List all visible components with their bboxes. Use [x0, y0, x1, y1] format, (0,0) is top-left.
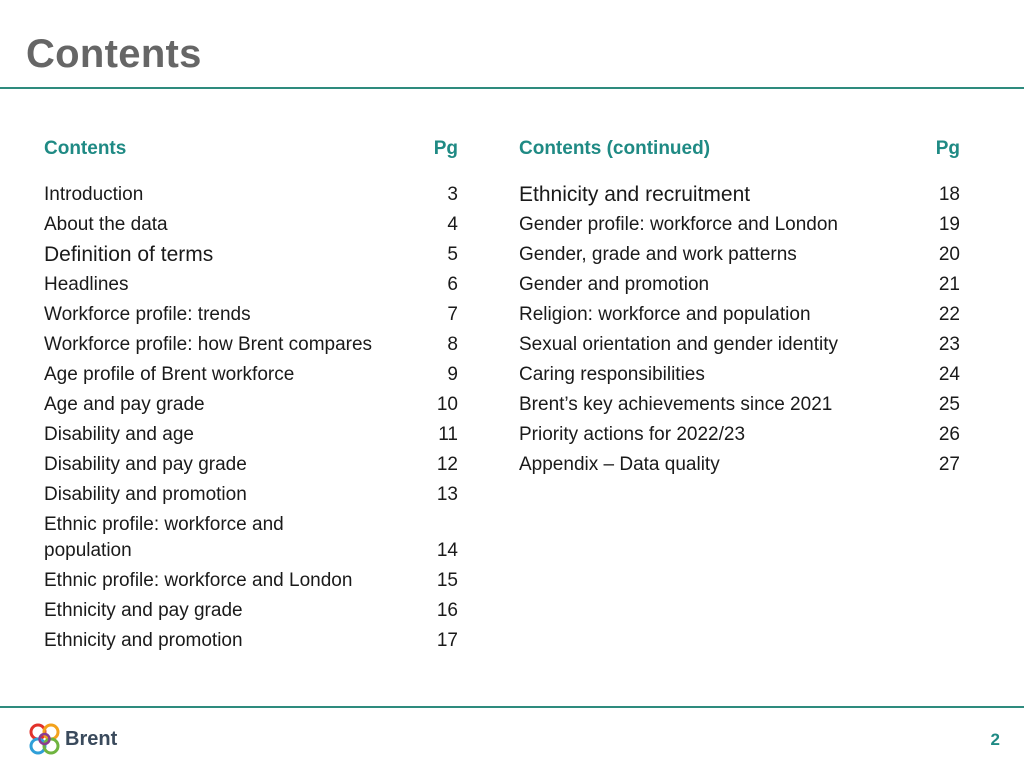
- page-number: 2: [990, 730, 1000, 749]
- toc-entry-label: Caring responsibilities: [519, 364, 705, 385]
- contents-header-left: [44, 138, 458, 162]
- toc-entry[interactable]: [44, 598, 458, 624]
- toc-entry[interactable]: [44, 512, 458, 564]
- toc-entry-page: 7: [447, 304, 458, 325]
- toc-entry-label: Gender and promotion: [519, 274, 710, 295]
- toc-entry-page: 9: [447, 364, 458, 385]
- toc-entry-page: 10: [436, 394, 458, 415]
- toc-entry-label: Priority actions for 2022/23: [519, 424, 746, 445]
- toc-entry-label: Sexual orientation and gender identity: [519, 334, 839, 355]
- toc-entry-page: 11: [438, 424, 458, 445]
- toc-entry-label: Appendix – Data quality: [519, 454, 720, 475]
- toc-entry-page: 23: [938, 334, 960, 355]
- toc-entry-page: 6: [447, 274, 458, 295]
- contents-column-left: [44, 138, 458, 658]
- toc-entry[interactable]: [44, 482, 458, 508]
- toc-entry-page: 14: [436, 540, 458, 561]
- toc-entry[interactable]: [44, 242, 458, 268]
- toc-entry-page: 27: [938, 454, 960, 475]
- toc-entry[interactable]: [44, 392, 458, 418]
- toc-entry-label: Introduction: [44, 184, 144, 205]
- toc-entry-page: 8: [447, 334, 458, 355]
- toc-entry[interactable]: [44, 422, 458, 448]
- contents-header-label: Contents: [44, 138, 127, 159]
- toc-entry-page: 3: [447, 184, 458, 205]
- toc-entry[interactable]: [519, 302, 960, 328]
- toc-entry[interactable]: [44, 182, 458, 208]
- page-title: Contents: [26, 32, 202, 76]
- toc-entry-page: 25: [938, 394, 960, 415]
- toc-entry[interactable]: [519, 392, 960, 418]
- toc-entry-page: 22: [938, 304, 960, 325]
- toc-entry-page: 24: [938, 364, 960, 385]
- toc-entry[interactable]: [44, 628, 458, 654]
- page-column-header: Pg: [935, 138, 960, 159]
- toc-entry[interactable]: [44, 362, 458, 388]
- toc-entry-label: Age and pay grade: [44, 394, 205, 415]
- contents-continued-header-label: Contents (continued): [519, 138, 711, 159]
- brent-logo-text: Brent: [65, 728, 118, 750]
- toc-entry-page: 12: [436, 454, 458, 475]
- toc-entry-label: Ethnicity and promotion: [44, 630, 243, 651]
- toc-entry-label: Age profile of Brent workforce: [44, 364, 295, 385]
- toc-entry[interactable]: [519, 272, 960, 298]
- contents-header-right: [519, 138, 960, 162]
- toc-entry-label: Gender profile: workforce and London: [519, 214, 838, 235]
- toc-entry-page: 17: [436, 630, 458, 651]
- toc-entry-page: 13: [436, 484, 458, 505]
- toc-entry-label: Workforce profile: trends: [44, 304, 251, 325]
- toc-entry-label: Ethnic profile: workforce and London: [44, 570, 353, 591]
- toc-entry-label: Disability and age: [44, 424, 194, 445]
- toc-entry-page: 19: [938, 214, 960, 235]
- toc-entry-page: 16: [436, 600, 458, 621]
- toc-entry-page: 26: [938, 424, 960, 445]
- toc-entry[interactable]: [44, 568, 458, 594]
- toc-entry-page: 5: [447, 244, 458, 265]
- toc-entry-page: 15: [436, 570, 458, 591]
- brent-logo-icon: [28, 722, 62, 758]
- toc-entry-label: Workforce profile: how Brent compares: [44, 334, 373, 355]
- toc-entry[interactable]: [44, 272, 458, 298]
- toc-entry[interactable]: [519, 452, 960, 478]
- toc-entry[interactable]: [519, 422, 960, 448]
- toc-entry-label: Ethnic profile: workforce and population: [44, 514, 284, 561]
- toc-entry-page: 20: [938, 244, 960, 265]
- toc-entry-label: Disability and pay grade: [44, 454, 247, 475]
- toc-entry-label: Religion: workforce and population: [519, 304, 811, 325]
- toc-entry-label: About the data: [44, 214, 168, 235]
- toc-entry-label: Brent’s key achievements since 2021: [519, 394, 833, 415]
- toc-entry[interactable]: [519, 182, 960, 208]
- toc-entry-label: Headlines: [44, 274, 129, 295]
- toc-entry[interactable]: [519, 332, 960, 358]
- toc-entry-page: 21: [938, 274, 960, 295]
- toc-entry-label: Disability and promotion: [44, 484, 247, 505]
- toc-entry-label: Ethnicity and pay grade: [44, 600, 243, 621]
- toc-entry[interactable]: [519, 362, 960, 388]
- footer-divider: [0, 706, 1024, 708]
- toc-entry[interactable]: [44, 332, 458, 358]
- contents-column-right: [519, 138, 960, 482]
- toc-entry[interactable]: [44, 452, 458, 478]
- page-column-header: Pg: [433, 138, 458, 159]
- toc-entry[interactable]: [44, 302, 458, 328]
- toc-entry[interactable]: [44, 212, 458, 238]
- toc-entry-label: Definition of terms: [44, 243, 214, 266]
- toc-entry-page: 4: [447, 214, 458, 235]
- toc-entry-page: 18: [938, 184, 960, 205]
- toc-entry-label: Gender, grade and work patterns: [519, 244, 797, 265]
- toc-entry[interactable]: [519, 242, 960, 268]
- toc-entry[interactable]: [519, 212, 960, 238]
- toc-entry-label: Ethnicity and recruitment: [519, 183, 751, 206]
- header-divider: [0, 87, 1024, 89]
